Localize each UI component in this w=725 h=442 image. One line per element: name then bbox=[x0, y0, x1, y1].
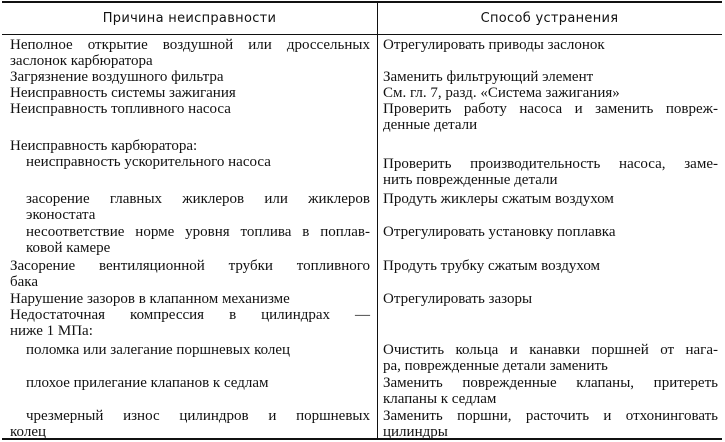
cause-cell: засорение главных жиклеров или жиклеров bbox=[26, 191, 370, 207]
remedy-cell: ра, поврежденные детали заменить bbox=[383, 358, 608, 374]
cause-cell: Неисправность системы зажигания bbox=[10, 85, 236, 101]
cause-cell: Недостаточная компрессия в цилиндрах — bbox=[10, 307, 370, 323]
remedy-cell: Проверить производительность насоса, заме- bbox=[383, 156, 718, 172]
remedy-cell: Продуть жиклеры сжатым воздухом bbox=[383, 191, 614, 207]
cause-cell: чрезмерный износ цилиндров и поршневых bbox=[26, 408, 370, 424]
remedy-cell: Продуть трубку сжатым воздухом bbox=[383, 258, 601, 274]
cause-cell: плохое прилегание клапанов к седлам bbox=[26, 375, 269, 391]
cause-cell: поломка или залегание поршневых колец bbox=[26, 342, 291, 358]
cause-cell: Нарушение зазоров в клапанном механизме bbox=[10, 291, 290, 307]
remedy-cell: денные детали bbox=[383, 117, 478, 133]
cause-cell: неисправность ускорительного насоса bbox=[26, 154, 271, 170]
cause-cell: Загрязнение воздушного фильтра bbox=[10, 69, 224, 85]
fault-table bbox=[2, 1, 722, 440]
cause-cell: несоответствие норме уровня топлива в поплав- bbox=[26, 224, 370, 240]
remedy-cell: Проверить работу насоса и заменить повреж- bbox=[383, 101, 718, 117]
remedy-cell: клапаны к седлам bbox=[383, 391, 497, 407]
cause-cell: заслонок карбюратора bbox=[10, 53, 153, 69]
cause-cell: эконостата bbox=[26, 207, 96, 223]
cause-cell: Неполное открытие воздушной или дроссельных bbox=[10, 37, 370, 53]
remedy-cell: Отрегулировать приводы заслонок bbox=[383, 37, 605, 53]
header-remedy: Способ устранения bbox=[377, 3, 722, 35]
cause-cell: ниже 1 МПа: bbox=[10, 323, 93, 339]
remedy-cell: нить поврежденные детали bbox=[383, 172, 558, 188]
cause-cell: Засорение вентиляционной трубки топливного bbox=[10, 258, 370, 274]
remedy-cell: См. гл. 7, разд. «Система зажигания» bbox=[383, 85, 620, 101]
remedy-cell: Заменить поршни, расточить и отхонинговать bbox=[383, 408, 718, 424]
remedy-cell: Заменить поврежденные клапаны, притереть bbox=[383, 375, 718, 391]
remedy-cell: Отрегулировать зазоры bbox=[383, 291, 533, 307]
cause-cell: ковой камере bbox=[26, 240, 111, 256]
header-cause: Причина неисправности bbox=[2, 3, 377, 35]
cause-cell: Неисправность топливного насоса bbox=[10, 101, 231, 117]
column-divider bbox=[377, 3, 378, 438]
remedy-cell: Отрегулировать установку поплавка bbox=[383, 224, 616, 240]
cause-cell: колец bbox=[10, 424, 46, 440]
remedy-cell: Заменить фильтрующий элемент bbox=[383, 69, 594, 85]
cause-cell: бака bbox=[10, 274, 39, 290]
cause-cell: Неисправность карбюратора: bbox=[10, 138, 198, 154]
remedy-cell: цилиндры bbox=[383, 424, 448, 440]
remedy-cell: Очистить кольца и канавки поршней от нага- bbox=[383, 342, 718, 358]
